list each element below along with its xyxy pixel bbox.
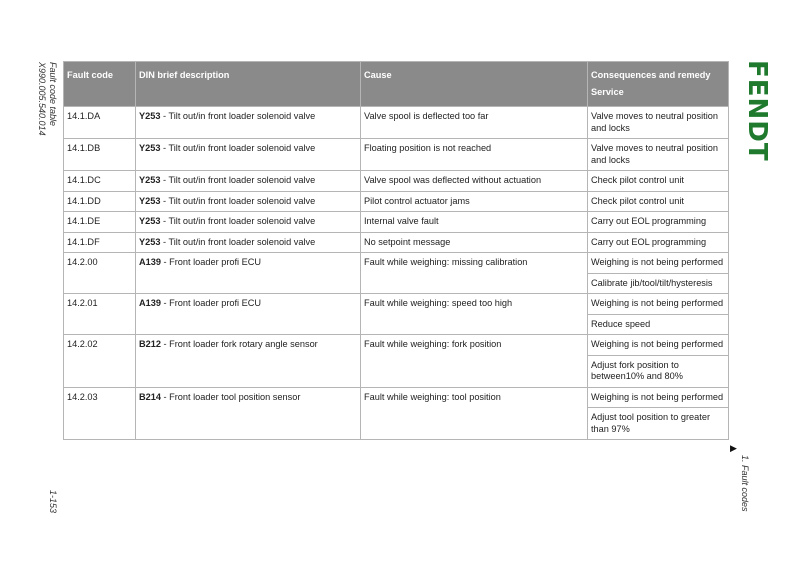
consequences-cell — [588, 171, 729, 192]
consequences-cell — [588, 294, 729, 335]
din-description-cell — [136, 171, 361, 192]
fault-code-cell: 14.1.DA — [64, 107, 136, 139]
table-header-row — [64, 62, 729, 107]
table-row — [64, 335, 729, 388]
fault-code-cell: 14.1.DE — [64, 212, 136, 233]
din-component-code: Y253 — [139, 195, 161, 206]
consequences-cell — [588, 387, 729, 440]
din-description-cell — [136, 294, 361, 335]
header-consequences-label: Consequences and remedy — [591, 70, 711, 80]
fault-code-cell: 14.2.00 — [64, 253, 136, 294]
consequence-item: Calibrate jib/tool/tilt/hysteresis — [588, 273, 728, 294]
document-header — [36, 62, 58, 136]
fault-code-cell: 14.1.DC — [64, 171, 136, 192]
din-component-code: Y253 — [139, 143, 161, 153]
din-description-cell — [136, 335, 361, 388]
consequences-cell — [588, 139, 729, 171]
fault-code-cell: 14.1.DB — [64, 139, 136, 171]
consequences-cell — [588, 212, 729, 233]
consequence-item: Weighing is not being performed — [591, 339, 724, 349]
din-component-code: Y253 — [139, 216, 161, 226]
din-component-code: Y253 — [139, 111, 161, 121]
din-component-code: A139 — [139, 257, 161, 267]
consequences-cell — [588, 191, 729, 212]
fault-code-table — [63, 61, 729, 440]
table-row — [64, 139, 729, 171]
next-page-arrow-icon: ▶ — [730, 443, 737, 453]
consequence-item: Carry out EOL programming — [591, 216, 707, 226]
din-component-text: - Front loader profi ECU — [160, 257, 262, 267]
din-component-text: - Front loader tool position sensor — [160, 391, 301, 402]
din-description-cell — [136, 212, 361, 233]
table-row — [64, 171, 729, 192]
cause-cell: Fault while weighing: tool position — [361, 387, 588, 440]
doc-number: X990.005.540.014 — [37, 62, 47, 136]
cause-cell: Floating position is not reached — [361, 139, 588, 171]
din-component-text: - Tilt out/in front loader solenoid valve — [160, 216, 316, 226]
consequences-cell — [588, 232, 729, 253]
din-description-cell — [136, 191, 361, 212]
din-component-code: Y253 — [139, 236, 161, 247]
din-description-cell — [136, 139, 361, 171]
din-description-cell — [136, 232, 361, 253]
table-row — [64, 191, 729, 212]
cause-cell: Internal valve fault — [361, 212, 588, 233]
consequence-item: Weighing is not being performed — [591, 257, 724, 267]
consequences-cell — [588, 253, 729, 294]
din-component-text: - Front loader fork rotary angle sensor — [160, 339, 318, 349]
cause-cell: Fault while weighing: fork position — [361, 335, 588, 388]
din-description-cell — [136, 387, 361, 440]
consequence-item: Check pilot control unit — [591, 175, 684, 185]
header-fault-code: Fault code — [64, 62, 136, 107]
fault-code-cell: 14.1.DD — [64, 191, 136, 212]
table-row — [64, 387, 729, 440]
table-row — [64, 212, 729, 233]
fault-code-cell: 14.2.03 — [64, 387, 136, 440]
table-row — [64, 232, 729, 253]
consequence-item: Adjust tool position to greater than 97% — [588, 407, 728, 439]
consequence-item: Check pilot control unit — [591, 195, 684, 206]
header-consequences — [588, 62, 729, 107]
cause-cell: Fault while weighing: speed too high — [361, 294, 588, 335]
consequence-item: Weighing is not being performed — [591, 391, 724, 402]
din-description-cell — [136, 107, 361, 139]
cause-cell: Valve spool was deflected without actuation — [361, 171, 588, 192]
fault-code-cell: 14.2.01 — [64, 294, 136, 335]
table-body — [64, 107, 729, 440]
fault-code-cell: 14.2.02 — [64, 335, 136, 388]
consequences-cell — [588, 335, 729, 388]
table-row — [64, 294, 729, 335]
din-component-text: - Tilt out/in front loader solenoid valve — [160, 236, 316, 247]
header-din-description: DIN brief description — [136, 62, 361, 107]
consequence-item: Valve moves to neutral position and locks — [591, 111, 718, 133]
consequence-item: Weighing is not being performed — [591, 298, 724, 308]
din-component-code: Y253 — [139, 175, 161, 185]
consequence-item: Adjust fork position to between10% and 80% — [588, 355, 728, 387]
din-component-text: - Tilt out/in front loader solenoid valve — [160, 175, 316, 185]
brand-logo: FENDT — [742, 60, 772, 162]
table-row — [64, 107, 729, 139]
consequences-cell — [588, 107, 729, 139]
din-component-code: A139 — [139, 298, 161, 308]
din-component-code: B212 — [139, 339, 161, 349]
din-component-text: - Tilt out/in front loader solenoid valve — [160, 143, 316, 153]
din-description-cell — [136, 253, 361, 294]
cause-cell: Fault while weighing: missing calibration — [361, 253, 588, 294]
din-component-text: - Tilt out/in front loader solenoid valve — [160, 111, 316, 121]
header-cause: Cause — [361, 62, 588, 107]
consequence-item: Carry out EOL programming — [591, 236, 707, 247]
fault-code-cell: 14.1.DF — [64, 232, 136, 253]
doc-title: Fault code table — [48, 62, 58, 127]
cause-cell: Pilot control actuator jams — [361, 191, 588, 212]
consequence-item: Valve moves to neutral position and locks — [591, 143, 718, 165]
cause-cell: No setpoint message — [361, 232, 588, 253]
header-service-label: Service — [591, 87, 624, 97]
din-component-text: - Tilt out/in front loader solenoid valve — [160, 195, 316, 206]
din-component-text: - Front loader profi ECU — [160, 298, 262, 308]
table-row — [64, 253, 729, 294]
din-component-code: B214 — [139, 391, 161, 402]
chapter-label: 1. Fault codes — [740, 455, 750, 512]
consequence-item: Reduce speed — [588, 314, 728, 335]
cause-cell: Valve spool is deflected too far — [361, 107, 588, 139]
page-number: 1-153 — [48, 490, 58, 514]
